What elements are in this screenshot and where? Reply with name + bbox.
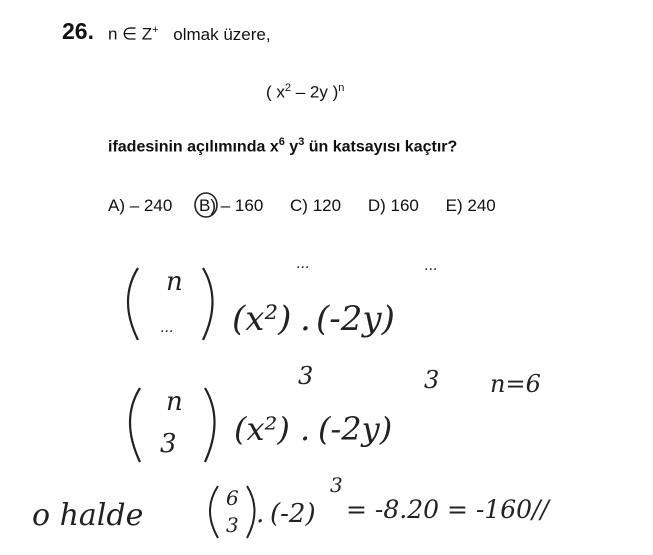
choice-c-letter: C) xyxy=(290,196,308,215)
choice-d-value: 160 xyxy=(390,196,419,215)
expr-mid: – 2y ) xyxy=(291,82,339,102)
hw-term-1: (x²) xyxy=(232,299,292,339)
hw-term-1-exp: 3 xyxy=(298,362,314,390)
hw-binom-top: n xyxy=(166,267,183,297)
expr-exp-2: n xyxy=(338,82,345,94)
hw-paren-left xyxy=(130,388,140,462)
intro-superscript: + xyxy=(152,24,159,36)
hw-binom-bottom: 3 xyxy=(160,429,177,459)
intro-text: n ∈ Z xyxy=(108,24,153,44)
choice-e-letter: E) xyxy=(445,196,463,215)
hw-binom-bottom: 3 xyxy=(226,513,239,537)
hw-term-2: (-2y) xyxy=(316,299,395,339)
intro-tail: olmak üzere, xyxy=(173,24,271,44)
hw-binom-top: 6 xyxy=(226,486,239,510)
hw-line-3 xyxy=(32,473,551,538)
prompt-part-c: ün katsayısı kaçtır? xyxy=(304,138,458,156)
hw-binom-bottom: ... xyxy=(160,320,174,336)
choice-e-value: 240 xyxy=(467,196,496,215)
prompt-exp-1: 6 xyxy=(278,136,285,148)
hw-term: (-2) xyxy=(270,499,316,529)
choice-b-value: – 160 xyxy=(220,196,264,215)
hw-term-1: (x²) xyxy=(234,410,290,448)
choice-a-letter: A) xyxy=(108,196,125,215)
expr-base: ( x xyxy=(266,82,285,102)
hw-lead: o halde xyxy=(32,498,144,533)
prompt-exp-2: 3 xyxy=(298,136,305,148)
hw-paren-left xyxy=(210,486,218,538)
choice-c-value: 120 xyxy=(312,196,342,215)
hw-dot: . xyxy=(300,299,311,339)
hw-result: = -8.20 = -160// xyxy=(346,495,549,524)
prompt-part-b: y xyxy=(284,138,299,156)
hw-note: n=6 xyxy=(490,370,541,398)
hw-dot: . xyxy=(256,499,265,529)
prompt-part-a: ifadesinin açılımında x xyxy=(108,138,279,156)
hw-paren-right xyxy=(205,388,215,462)
hw-term-1-exp: ... xyxy=(296,256,310,272)
hw-dot: . xyxy=(300,410,311,448)
choice-d-letter: D) xyxy=(367,196,386,215)
question-number: 26. xyxy=(62,18,94,44)
hw-line-2 xyxy=(130,362,541,462)
hw-paren-right xyxy=(247,486,255,538)
hw-term-exp: 3 xyxy=(330,473,343,497)
hw-term-2: (-2y) xyxy=(318,410,393,448)
hw-binom-top: n xyxy=(166,387,183,417)
hw-term-2-exp: 3 xyxy=(424,366,440,394)
choice-b-circled-letter: B) xyxy=(199,196,216,216)
choice-a-value: – 240 xyxy=(129,196,173,215)
hw-paren-right xyxy=(203,268,213,340)
hw-term-2-exp: ... xyxy=(424,258,438,274)
hw-line-1 xyxy=(128,256,437,340)
hw-paren-left xyxy=(128,268,138,340)
expr-exp-1: 2 xyxy=(284,82,292,94)
